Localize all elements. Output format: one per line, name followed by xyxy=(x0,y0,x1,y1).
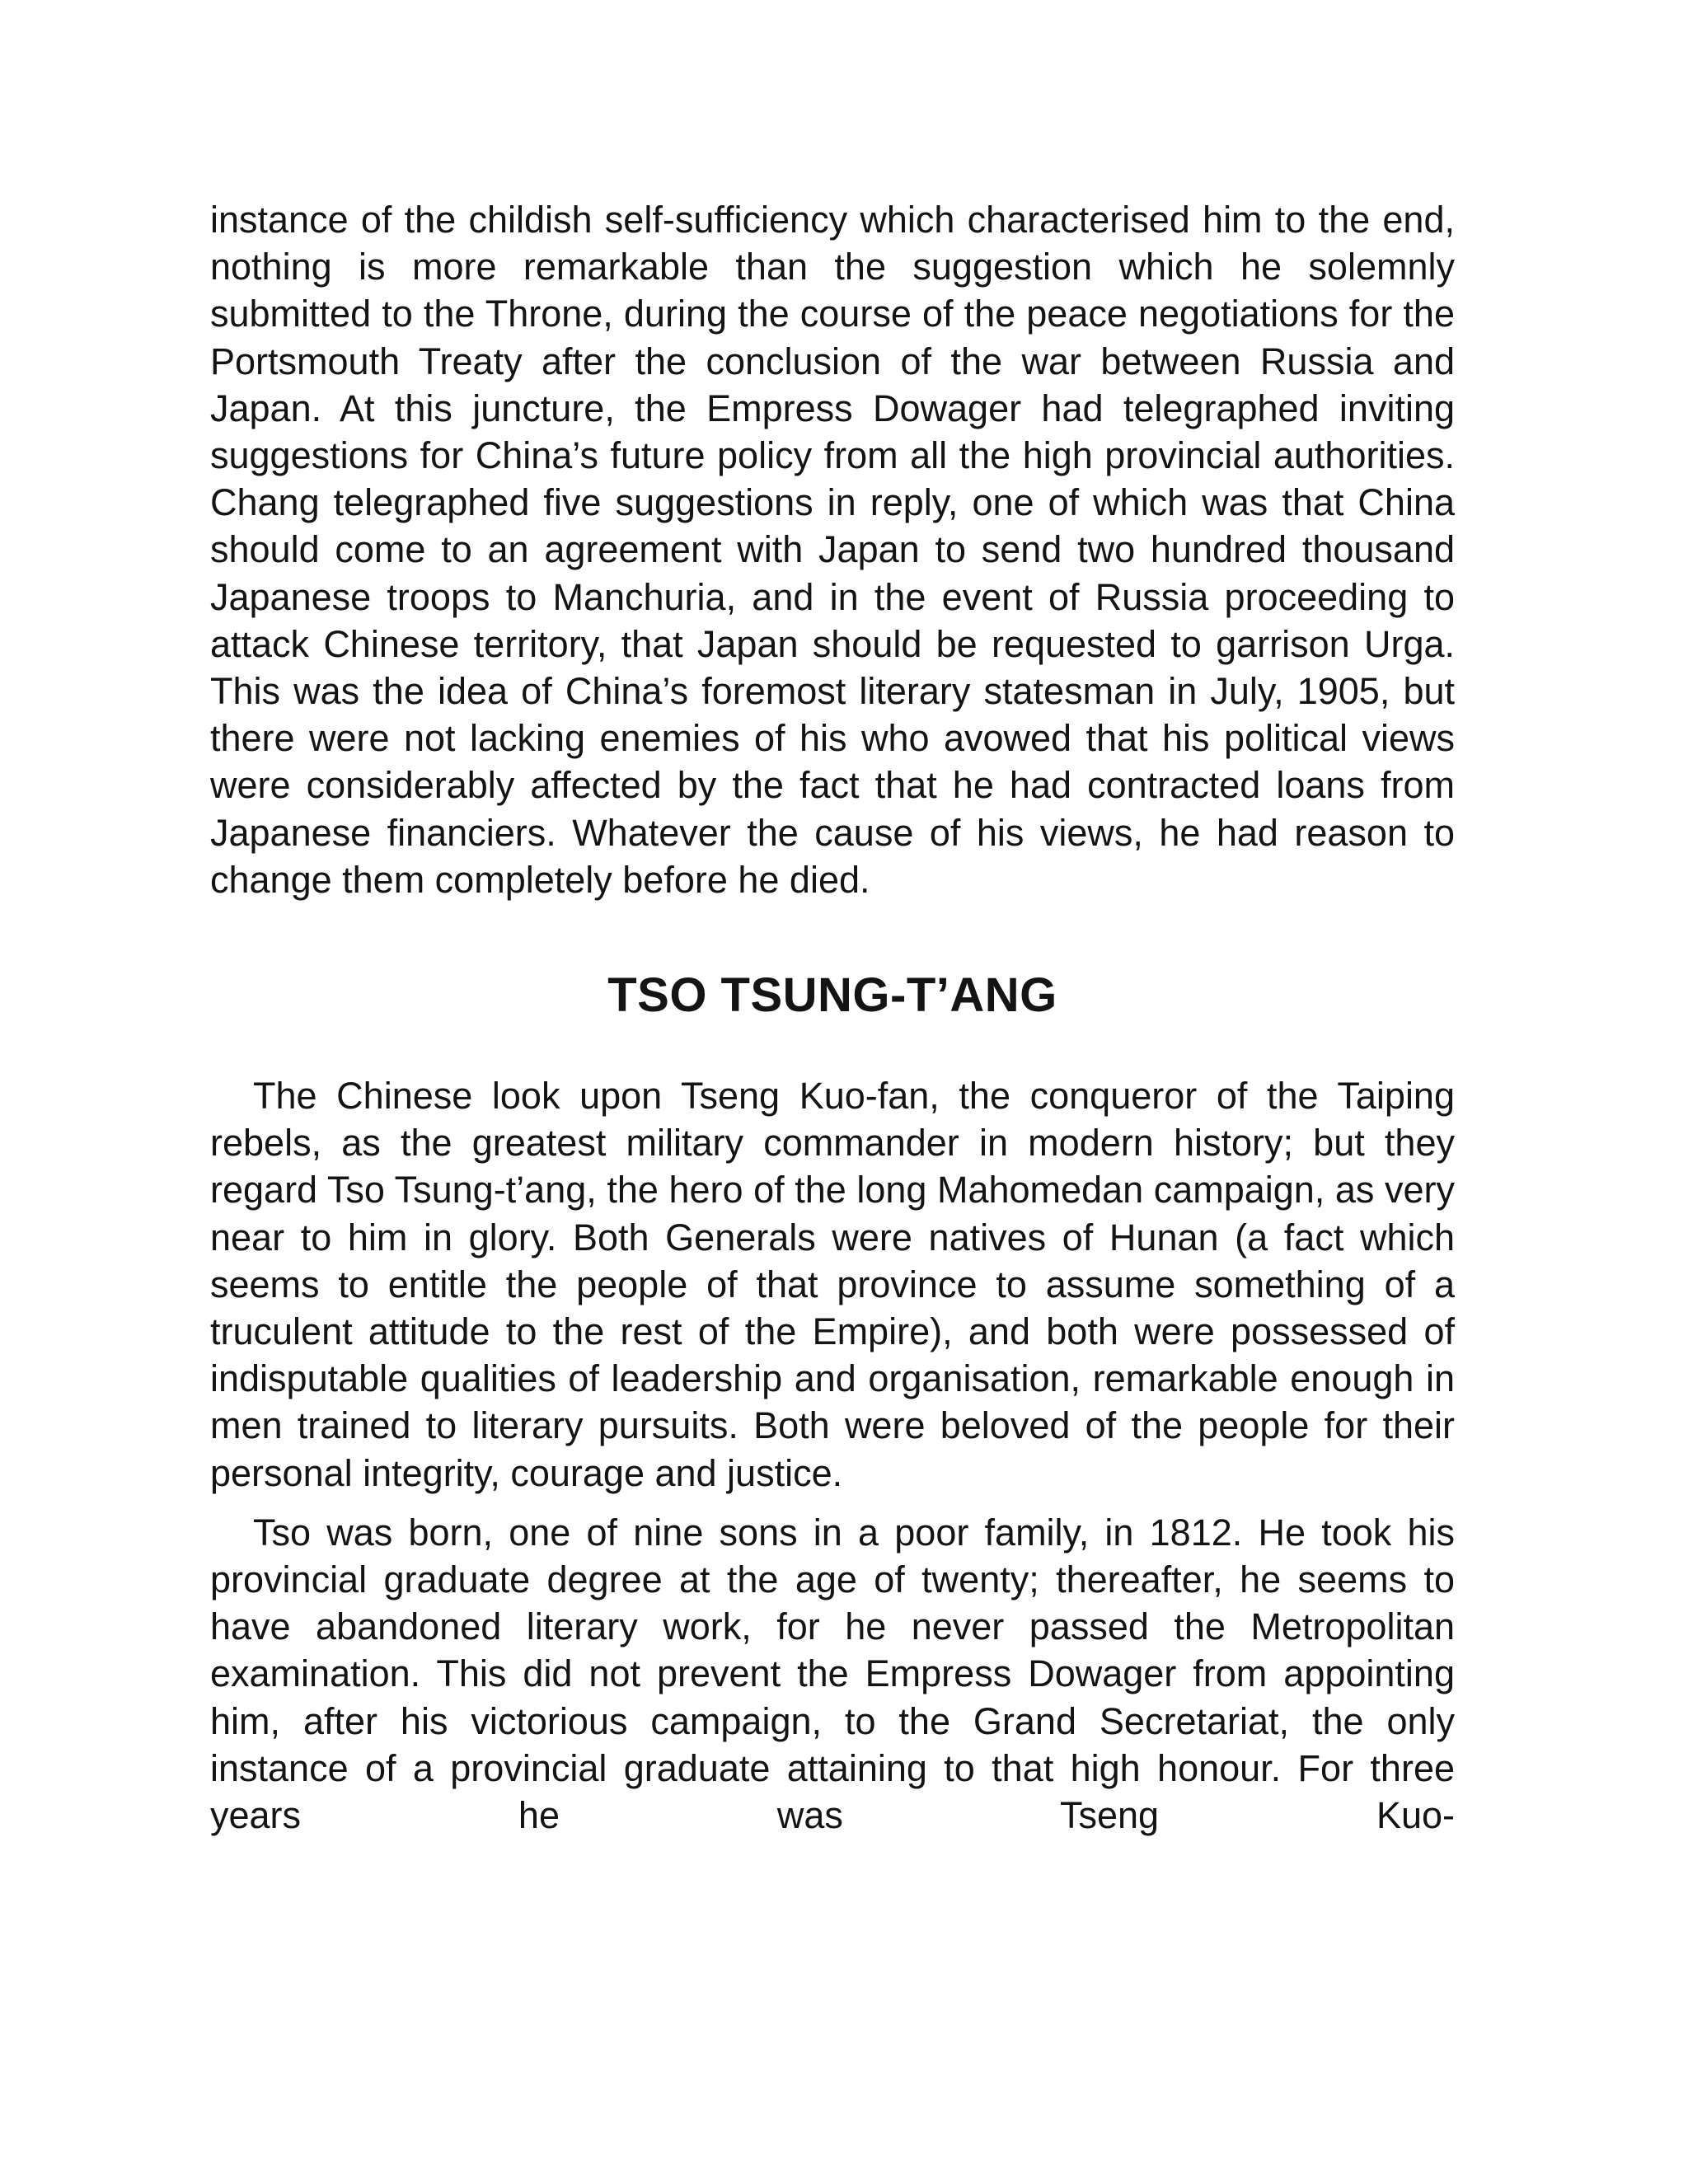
spacer xyxy=(210,1497,1455,1509)
section-heading: TSO TSUNG-T’ANG xyxy=(607,968,1057,1023)
document-page xyxy=(210,196,1455,1839)
paragraph-tso-intro: The Chinese look upon Tseng Kuo-fan, the conqueror of the Taiping rebels, as the greatest military commander in modern history; but they regard Tso Tsung-t’ang, the hero of the long Mahomedan campaign, as very near to him in glory. Both Generals were natives of Hunan (a fact which seems to entitle the people of that province to assume something of a truculent attitude to the rest of the Empire), and both were possessed of indisputable qualities of leadership and organisation, remarkable enough in men trained to literary pursuits. Both were beloved of the people for their personal integrity, courage and justice. xyxy=(210,1075,1455,1494)
paragraph-tso-birth: Tso was born, one of nine sons in a poor family, in 1812. He took his provincial graduate degree at the age of twenty; thereafter, he seems to have abandoned literary work, for he never passed the Metropolitan examination. This did not prevent the Empress Dowager from appointing him, after his victorious campaign, to the Grand Secretariat, the only instance of a provincial graduate attaining to that high honour. For three years he was Tseng Kuo- xyxy=(210,1511,1455,1837)
spacer xyxy=(210,903,1455,967)
paragraph-chang-views: instance of the childish self-sufficiency which characterised him to the end, nothing is more remarkable than the suggestion which he solemnly submitted to the Throne, during the course of the peace negotiations for the Portsmouth Treaty after the conclusion of the war between Russia and Japan. At this juncture, the Empress Dowager had telegraphed inviting suggestions for China’s future policy from all the high provincial authorities. Chang telegraphed five suggestions in reply, one of which was that China should come to an agreement with Japan to send two hundred thousand Japanese troops to Manchuria, and in the event of Russia proceeding to attack Chinese territory, that Japan should be requested to garrison Urga. This was the idea of China’s foremost literary statesman in July, 1905, but there were not lacking enemies of his who avowed that his political views were considerably affected by the fact that he had contracted loans from Japanese financiers. Whatever the cause of his views, he had reason to change them completely before he died. xyxy=(210,199,1455,901)
spacer xyxy=(210,1024,1455,1072)
